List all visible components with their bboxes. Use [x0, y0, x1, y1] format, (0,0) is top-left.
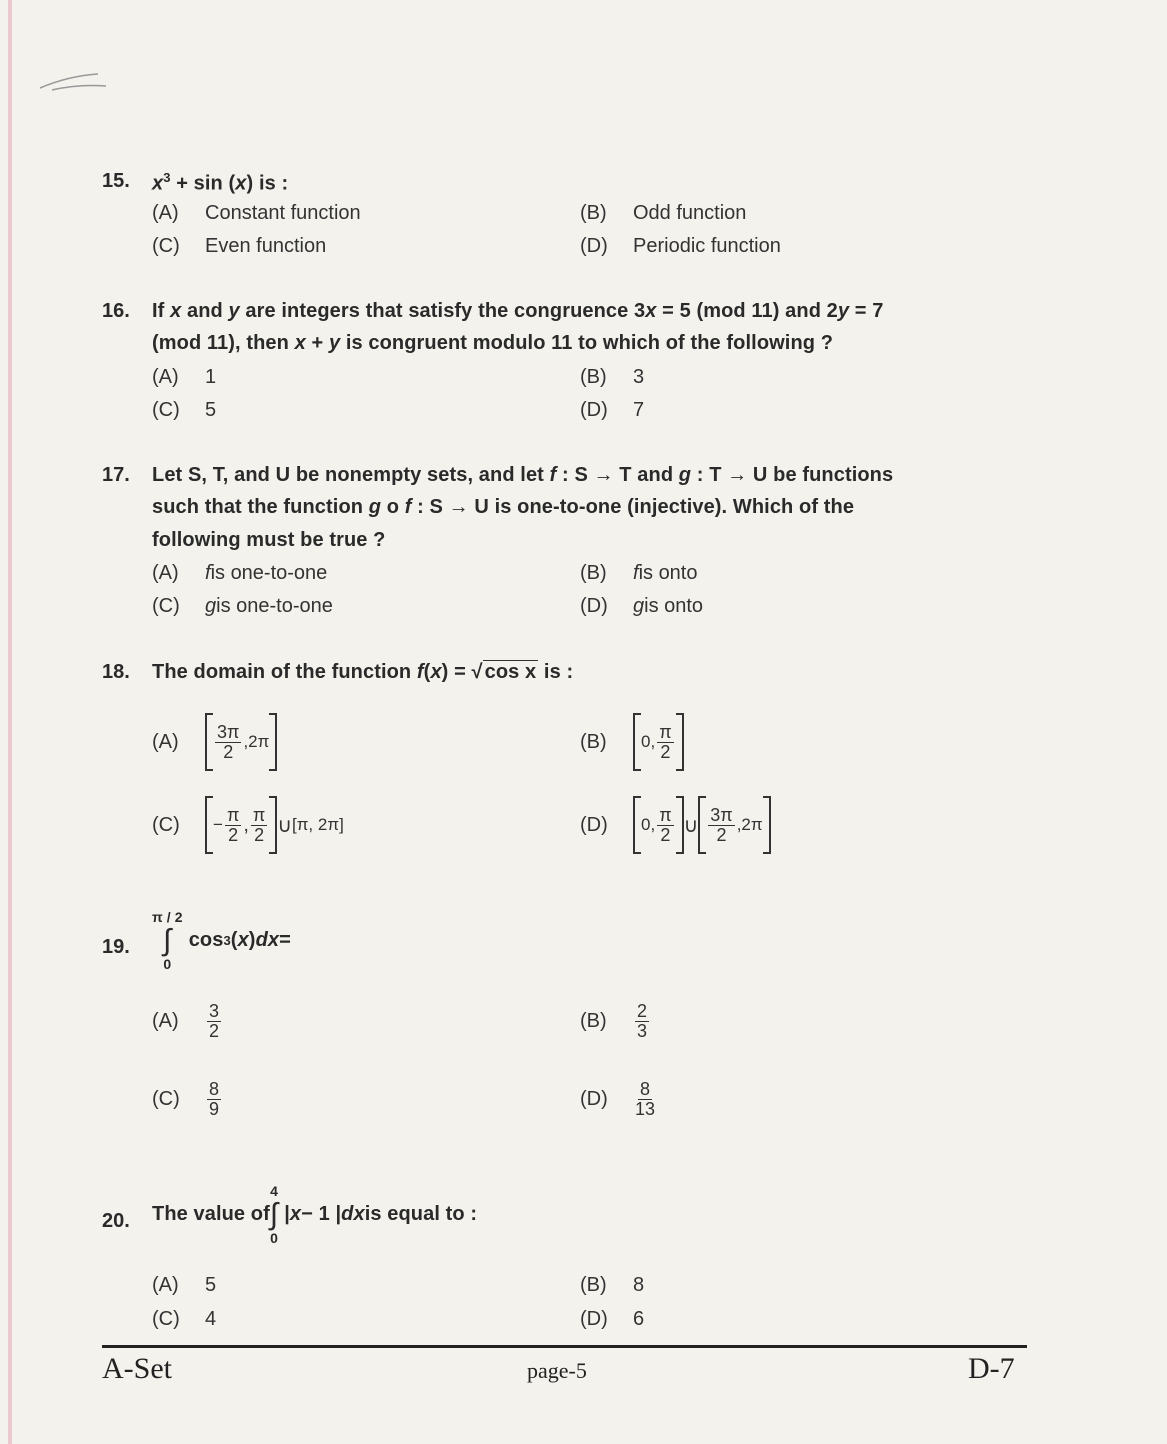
text-fragment: 2: [228, 824, 239, 845]
text-fragment: 2: [223, 741, 234, 762]
text-fragment: ,2π: [736, 815, 763, 834]
fraction: [251, 806, 267, 845]
text-fragment: cos x: [484, 661, 537, 683]
option-c[interactable]: [152, 595, 333, 618]
text-fragment: y: [837, 300, 850, 322]
question-stem-line2: [152, 332, 833, 355]
text-fragment: o: [381, 496, 405, 518]
question-stem-line1: [152, 464, 893, 487]
text-fragment: π: [659, 804, 672, 825]
footer-code: D-7: [968, 1352, 1015, 1385]
text-fragment: such that the function: [152, 496, 369, 518]
text-fragment: −: [213, 815, 223, 834]
text-fragment: 5: [205, 399, 217, 421]
text-fragment: is one-to-one: [216, 595, 333, 617]
text-fragment: 8: [640, 1079, 651, 1099]
text-fragment: are integers that satisfy the congruence 3: [239, 300, 646, 322]
text-fragment: ): [248, 929, 256, 951]
text-fragment: y: [328, 332, 341, 354]
text-fragment: Constant function: [205, 202, 361, 224]
question-stem: [152, 910, 291, 971]
text-fragment: x: [237, 929, 249, 951]
text-fragment: The domain of the function: [152, 661, 417, 683]
text-fragment: ∪: [277, 814, 292, 837]
text-fragment: (C): [152, 399, 180, 421]
text-fragment: is equal to :: [364, 1203, 478, 1225]
text-fragment: 2: [660, 824, 671, 845]
question-stem: [152, 1184, 477, 1245]
left-bracket: [205, 713, 213, 771]
text-fragment: (A): [152, 1274, 179, 1296]
text-fragment: ∫: [163, 924, 172, 957]
text-fragment: 1: [205, 366, 217, 388]
option-d[interactable]: [580, 796, 771, 854]
text-fragment: If: [152, 300, 171, 322]
text-fragment: |: [284, 1203, 290, 1225]
text-fragment: (B): [580, 562, 607, 584]
text-fragment: 4: [270, 1183, 278, 1199]
option-d[interactable]: [580, 399, 644, 422]
text-fragment: 3: [163, 170, 171, 185]
left-bracket: [633, 713, 641, 771]
option-b[interactable]: [580, 562, 698, 585]
text-fragment: ) =: [441, 661, 472, 683]
right-bracket: [269, 796, 277, 854]
text-fragment: f: [205, 562, 211, 584]
text-fragment: x: [289, 1203, 302, 1225]
text-fragment: The value of: [152, 1203, 270, 1225]
text-fragment: f: [633, 562, 639, 584]
text-fragment: x: [235, 172, 247, 195]
text-fragment: : S → U is one-to-one (injective). Which of the: [411, 496, 855, 518]
option-c[interactable]: [152, 235, 326, 258]
right-bracket: [763, 796, 771, 854]
option-b[interactable]: [580, 1274, 644, 1297]
text-fragment: (A): [152, 366, 179, 388]
text-fragment: (: [423, 661, 431, 683]
text-fragment: = 5 (mod 11) and 2: [656, 300, 838, 322]
text-fragment: : T → U be functions: [691, 464, 894, 486]
left-bracket: [633, 796, 641, 854]
option-d[interactable]: [580, 595, 703, 618]
text-fragment: (: [230, 929, 238, 951]
text-fragment: 3: [209, 1001, 220, 1021]
question-stem-line3: following must be true ?: [152, 529, 386, 551]
option-a[interactable]: [152, 202, 361, 225]
text-fragment: =: [279, 929, 291, 951]
text-fragment: 0: [163, 956, 172, 972]
text-fragment: g: [205, 595, 217, 617]
text-fragment: π: [252, 804, 266, 825]
option-b[interactable]: [580, 202, 746, 225]
question-number: 17.: [102, 464, 130, 486]
option-c[interactable]: [152, 1308, 216, 1331]
text-fragment: y: [228, 300, 240, 322]
question-number: 20.: [102, 1210, 130, 1232]
fraction: [225, 806, 241, 845]
text-fragment: (C): [152, 595, 180, 617]
text-fragment: 3: [637, 1020, 648, 1041]
fraction: [657, 806, 673, 845]
text-fragment: π: [226, 804, 240, 825]
text-fragment: (B): [580, 1274, 607, 1296]
question-number: 16.: [102, 300, 130, 322]
question-stem: [152, 170, 288, 196]
integral-sign: [270, 1184, 278, 1245]
text-fragment: (A): [152, 1009, 179, 1032]
fraction: [207, 1002, 221, 1041]
left-bracket: [205, 796, 213, 854]
option-a[interactable]: [152, 1274, 216, 1297]
right-bracket: [676, 713, 684, 771]
text-fragment: 2: [637, 1001, 648, 1021]
text-fragment: x: [170, 300, 182, 322]
text-fragment: (C): [152, 1308, 180, 1330]
text-fragment: 13: [635, 1098, 656, 1119]
text-fragment: Periodic function: [633, 235, 781, 257]
text-fragment: 8: [633, 1274, 645, 1296]
text-fragment: 2: [254, 824, 265, 845]
text-fragment: dx: [255, 929, 280, 951]
text-fragment: Let S, T, and U be nonempty sets, and let: [152, 464, 550, 486]
text-fragment: is onto: [638, 562, 698, 584]
fraction: [635, 1080, 655, 1119]
right-bracket: [676, 796, 684, 854]
text-fragment: 8: [209, 1079, 220, 1099]
text-fragment: dx: [341, 1203, 365, 1225]
text-fragment: Even function: [205, 235, 327, 257]
fraction: [657, 723, 673, 762]
text-fragment: 5: [205, 1274, 217, 1296]
fraction: [207, 1080, 221, 1119]
text-fragment: + sin (: [170, 172, 236, 195]
text-fragment: (D): [580, 399, 608, 421]
text-fragment: 0: [270, 1230, 278, 1246]
text-fragment: (B): [580, 366, 607, 388]
text-fragment: f: [549, 464, 557, 486]
text-fragment: 6: [633, 1308, 645, 1330]
text-fragment: π: [659, 721, 672, 742]
text-fragment: g: [368, 496, 382, 518]
text-fragment: (A): [152, 202, 179, 224]
text-fragment: 0,: [641, 732, 656, 751]
option-d[interactable]: [580, 235, 781, 258]
text-fragment: f: [404, 496, 412, 518]
question-number: 15.: [102, 170, 130, 192]
text-fragment: ,2π: [243, 732, 270, 751]
text-fragment: is congruent modulo 11 to which of the following ?: [340, 332, 834, 354]
option-d[interactable]: [580, 1308, 644, 1331]
text-fragment: 3π: [710, 804, 733, 825]
text-fragment: (D): [580, 813, 608, 836]
text-fragment: Odd function: [633, 202, 747, 224]
text-fragment: 3: [223, 933, 231, 948]
text-fragment: 2: [209, 1020, 220, 1041]
option-b[interactable]: [580, 1002, 651, 1041]
option-a[interactable]: [152, 713, 277, 771]
text-fragment: x: [294, 332, 306, 354]
question-number: 18.: [102, 661, 130, 683]
text-fragment: ) is :: [246, 172, 289, 195]
text-fragment: g: [678, 464, 692, 486]
question-stem-line2: [152, 496, 854, 519]
option-b[interactable]: [580, 366, 644, 389]
text-fragment: (A): [152, 562, 179, 584]
option-a[interactable]: [152, 1002, 223, 1041]
text-fragment: 2: [660, 741, 671, 762]
text-fragment: (B): [580, 202, 607, 224]
option-b[interactable]: [580, 713, 684, 771]
text-fragment: 4: [205, 1308, 217, 1330]
question-stem: The domain of the function f(x) = √ cos x is :: [152, 661, 574, 683]
text-fragment: (D): [580, 1087, 608, 1110]
integral-sign: [152, 910, 183, 971]
text-fragment: (B): [580, 1009, 607, 1032]
footer-page: page-5: [527, 1358, 587, 1383]
text-fragment: ∫: [269, 1198, 279, 1231]
text-fragment: x: [430, 661, 442, 683]
text-fragment: is one-to-one: [210, 562, 328, 584]
text-fragment: ∪: [683, 814, 699, 837]
right-bracket: [269, 713, 277, 771]
text-fragment: x: [645, 300, 657, 322]
fraction: [635, 1002, 649, 1041]
text-fragment: 7: [633, 399, 645, 421]
text-fragment: f: [416, 661, 424, 683]
text-fragment: (B): [580, 730, 607, 753]
text-fragment: (D): [580, 235, 608, 257]
text-fragment: (C): [152, 1087, 180, 1110]
text-fragment: g: [633, 595, 645, 617]
text-fragment: 0,: [641, 815, 656, 834]
text-fragment: is onto: [644, 595, 704, 617]
option-c[interactable]: [152, 796, 344, 854]
text-fragment: (C): [152, 813, 180, 836]
option-c[interactable]: [152, 1080, 223, 1119]
option-c[interactable]: [152, 399, 216, 422]
text-fragment: 3π: [217, 721, 240, 742]
left-bracket: [698, 796, 706, 854]
text-fragment: − 1 |: [301, 1203, 342, 1225]
text-fragment: and: [181, 300, 229, 322]
text-fragment: = 7: [849, 300, 884, 322]
text-fragment: (D): [580, 1308, 608, 1330]
option-a[interactable]: [152, 562, 327, 585]
text-fragment: (mod 11), then: [152, 332, 295, 354]
text-fragment: [π, 2π]: [291, 815, 344, 834]
option-d[interactable]: [580, 1080, 657, 1119]
text-fragment: 3: [633, 366, 645, 388]
text-fragment: π / 2: [152, 909, 183, 925]
question-stem-line1: [152, 300, 883, 323]
text-fragment: (D): [580, 595, 608, 617]
footer-set: A-Set: [102, 1352, 172, 1385]
text-fragment: 2: [716, 824, 727, 845]
fraction: [708, 806, 734, 845]
text-fragment: cos: [188, 929, 224, 951]
text-fragment: is :: [538, 661, 574, 683]
text-fragment: x: [152, 172, 164, 195]
fraction: [215, 723, 241, 762]
text-fragment: ,: [243, 813, 249, 836]
question-number: 19.: [102, 936, 130, 958]
text-fragment: 9: [209, 1098, 220, 1119]
text-fragment: : S → T and: [556, 464, 679, 486]
pen-mark: [38, 70, 108, 92]
option-a[interactable]: [152, 366, 216, 389]
text-fragment: (A): [152, 730, 179, 753]
footer-divider: [102, 1345, 1027, 1348]
text-fragment: (C): [152, 235, 180, 257]
page-edge: [8, 0, 12, 1444]
text-fragment: +: [305, 332, 329, 354]
